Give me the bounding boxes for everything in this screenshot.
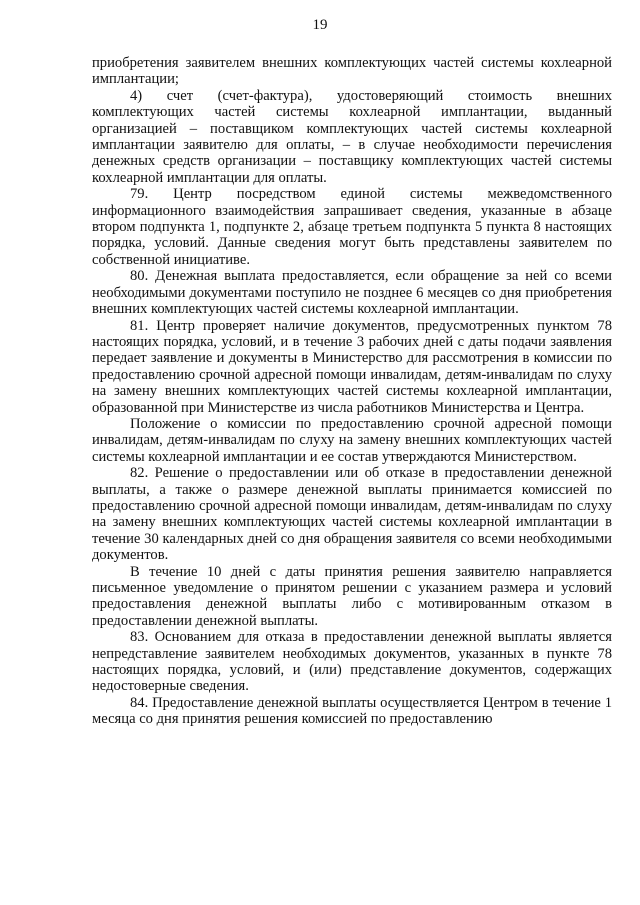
paragraph-commission-regulation: Положение о комиссии по предоставлению срочной адресной помощи инвалидам, детям-инвалидам по слуху на замену внешних комплектующих частей системы кохлеарной имплантации и ее состав утверждаются Министерством. xyxy=(92,415,612,465)
paragraph-continuation: приобретения заявителем внешних комплектующих частей системы кохлеарной имплантации; xyxy=(92,55,612,88)
paragraph-79: 79. Центр посредством единой системы межведомственного информационного взаимодействия запрашивает сведения, указанные в абзаце втором подпункта 1, подпункте 2, абзаце третьем подпункта 5 пункта 8 настоящих порядка, условий. Данные сведения могут быть представлены заявителем по собственной инициативе. xyxy=(92,186,612,268)
paragraph-83: 83. Основанием для отказа в предоставлении денежной выплаты является непредставление заявителем необходимых документов, указанных в пункте 78 настоящих порядка, условий, и (или) представление документов, содержащих недостоверные сведения. xyxy=(92,629,612,695)
paragraph-81: 81. Центр проверяет наличие документов, предусмотренных пунктом 78 настоящих порядка, условий, и в течение 3 рабочих дней с даты подачи заявления передает заявление и документы в Министерство для рассмотрения в комиссии по предоставлению срочной адресной помощи инвалидам, детям-инвалидам по слуху на замену внешних комплектующих частей системы кохлеарной имплантации, образованной при Министерстве из числа работников Министерства и Центра. xyxy=(92,317,612,416)
paragraph-84: 84. Предоставление денежной выплаты осуществляется Центром в течение 1 месяца со дня принятия решения комиссией по предоставлению xyxy=(92,694,612,728)
paragraph-82: 82. Решение о предоставлении или об отказе в предоставлении денежной выплаты, а также о размере денежной выплаты принимается комиссией по предоставлению срочной адресной помощи инвалидам, детям-инвалидам по слуху на замену внешних комплектующих частей системы кохлеарной имплантации в течение 30 календарных дней со дня обращения заявителя со всеми необходимыми документов. xyxy=(92,465,612,564)
paragraph-80: 80. Денежная выплата предоставляется, если обращение за ней со всеми необходимыми документами поступило не позднее 6 месяцев со дня приобретения внешних комплектующих частей системы кохлеарной имплантации. xyxy=(92,268,612,318)
paragraph-notification: В течение 10 дней с даты принятия решения заявителю направляется письменное уведомление о принятом решении с указанием размера и условий предоставления денежной выплаты либо с мотивированным отказом в предоставлении денежной выплаты. xyxy=(92,563,612,629)
document-body xyxy=(92,55,612,728)
page-number: 19 xyxy=(312,17,328,33)
paragraph-subitem-4: 4) счет (счет-фактура), удостоверяющий стоимость внешних комплектующих частей системы кохлеарной имплантации, выданный организацией – поставщиком комплектующих частей системы кохлеарной имплантации заявителю для оплаты, – в случае необходимости перечисления денежных средств организации – поставщику комплектующих частей системы кохлеарной имплантации для оплаты. xyxy=(92,87,612,186)
